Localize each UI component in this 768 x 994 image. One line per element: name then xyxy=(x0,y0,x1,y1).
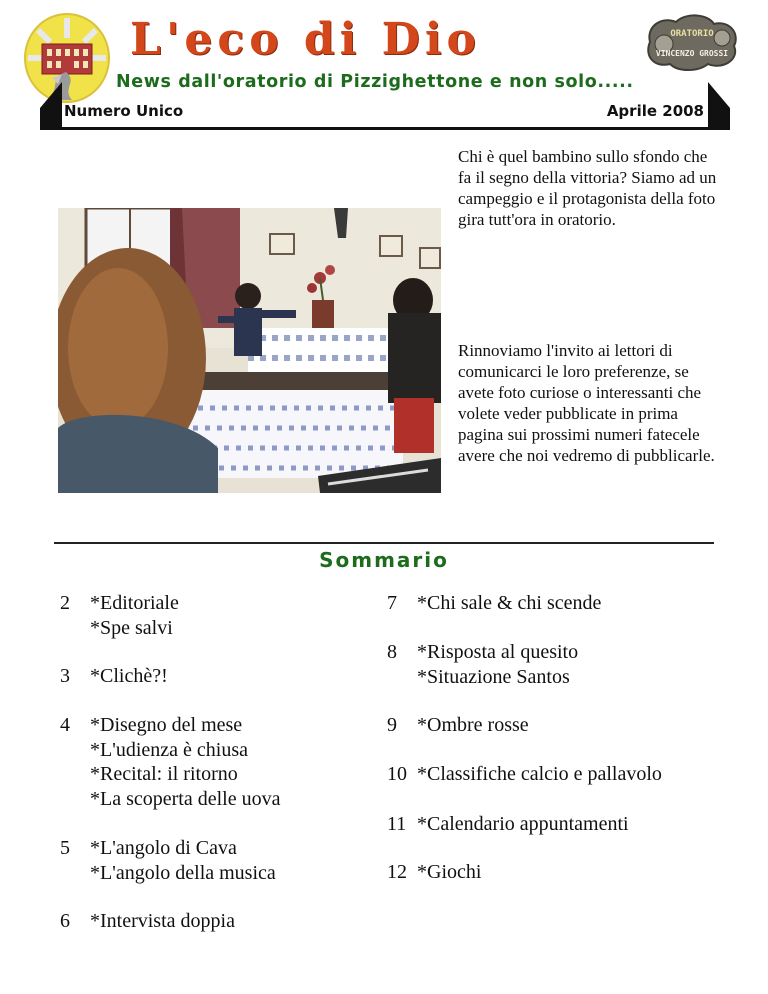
toc-page-number: 12 xyxy=(387,861,407,883)
toc-page-number: 2 xyxy=(60,592,70,614)
toc-entry xyxy=(60,836,380,885)
toc-entry xyxy=(387,591,747,616)
toc-entry xyxy=(60,909,380,934)
toc-page-number: 9 xyxy=(387,714,397,736)
toc-item: *Intervista doppia xyxy=(90,910,235,932)
toc-entry xyxy=(387,762,747,787)
issue-date: Aprile 2008 xyxy=(606,102,704,120)
toc-item: *Spe salvi xyxy=(90,616,173,639)
toc-item: *Disegno del mese xyxy=(90,714,243,736)
toc-item: *Giochi xyxy=(417,861,482,883)
reader-invite: Rinnoviamo l'invito ai lettori di comunicarci le loro preferenze, se avete foto curiose o interessanti che volete veder pubblicate in prima pagina sui prossimi numeri fatecele avere che noi vedremo di pubblicarle. xyxy=(458,341,715,465)
badge-text-top: ORATORIO xyxy=(670,29,714,39)
toc-page-number: 5 xyxy=(60,837,70,859)
toc-item: *Situazione Santos xyxy=(417,665,570,688)
toc-page-number: 11 xyxy=(387,813,407,835)
toc-entry xyxy=(60,591,380,639)
issue-label: Numero Unico xyxy=(64,102,184,120)
toc-entry xyxy=(60,664,380,689)
toc-item: *La scoperta delle uova xyxy=(90,787,281,810)
toc-item: *Chi sale & chi scende xyxy=(417,592,602,614)
toc-item: *Ombre rosse xyxy=(417,714,529,736)
toc-page-number: 3 xyxy=(60,665,70,687)
toc-item: *Classifiche calcio e pallavolo xyxy=(417,763,662,785)
toc-page-number: 10 xyxy=(387,763,407,785)
toc-page-number: 6 xyxy=(60,910,70,932)
toc-item: *Calendario appuntamenti xyxy=(417,813,629,835)
toc-item: *Risposta al quesito xyxy=(417,641,579,663)
toc-item: *Recital: il ritorno xyxy=(90,763,238,785)
badge-text-bottom: VINCENZO GROSSI xyxy=(655,49,729,58)
newspaper-title: L'eco di Dio xyxy=(130,14,481,65)
toc-item: *L'udienza è chiusa xyxy=(90,738,248,761)
toc-entry xyxy=(387,640,747,689)
oratorio-badge xyxy=(642,12,742,72)
toc-item: *L'angolo di Cava xyxy=(90,837,237,859)
toc-item: *Editoriale xyxy=(90,592,179,614)
toc-entry xyxy=(387,860,747,885)
sommario-rule xyxy=(54,542,714,544)
toc-item: *Clichè?! xyxy=(90,665,168,687)
toc-item: *L'angolo della musica xyxy=(90,861,276,884)
tagline: News dall'oratorio di Pizzighettone e non solo..... xyxy=(116,72,634,92)
toc-entry xyxy=(387,812,747,837)
sommario-title: Sommario xyxy=(319,548,449,572)
toc-page-number: 4 xyxy=(60,714,70,736)
photo-caption: Chi è quel bambino sullo sfondo che fa il segno della vittoria? Siamo ad un campeggio e il protagonista della foto gira tutt'ora in oratorio. xyxy=(458,147,717,229)
front-page-photo xyxy=(58,208,441,493)
toc-page-number: 7 xyxy=(387,592,397,614)
toc-page-number: 8 xyxy=(387,641,397,663)
toc-entry xyxy=(60,713,380,811)
toc-entry xyxy=(387,713,747,738)
